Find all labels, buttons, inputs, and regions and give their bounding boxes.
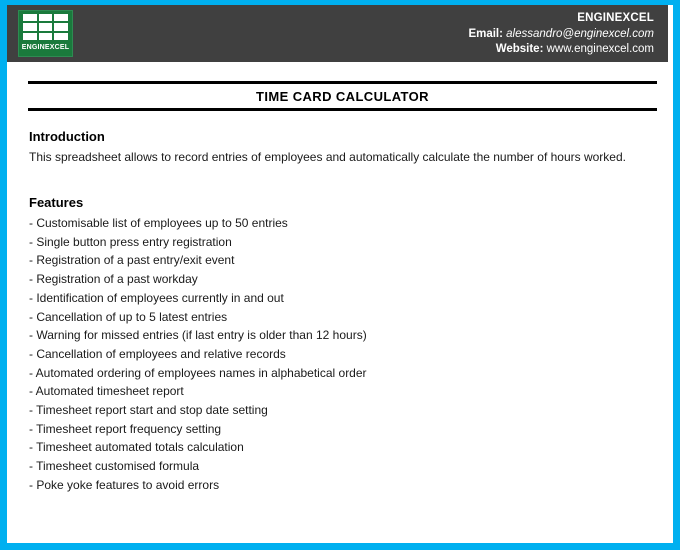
list-item: - Timesheet report frequency setting [29, 421, 222, 436]
website-url[interactable]: www.enginexcel.com [546, 43, 654, 55]
document-header [7, 5, 668, 62]
list-item: - Warning for missed entries (if last entry is older than 12 hours) [29, 328, 367, 343]
introduction-heading: Introduction [29, 129, 105, 144]
list-item: - Cancellation of employees and relative records [29, 346, 286, 361]
list-item: - Single button press entry registration [29, 234, 232, 249]
website-label: Website: [495, 43, 544, 55]
grid-cell [23, 33, 37, 40]
enginexcel-logo [18, 10, 73, 57]
grid-cell [54, 23, 68, 30]
grid-cell [54, 14, 68, 21]
title-rule-bottom [28, 108, 657, 111]
list-item: - Poke yoke features to avoid errors [29, 477, 220, 492]
features-heading: Features [29, 195, 84, 210]
list-item: - Cancellation of up to 5 latest entries [29, 309, 228, 324]
email-line [468, 27, 654, 43]
website-line [468, 42, 654, 58]
list-item: - Timesheet automated totals calculation [29, 440, 244, 455]
list-item: - Customisable list of employees up to 50 entries [29, 216, 288, 230]
list-item: - Automated ordering of employees names in alphabetical order [29, 365, 367, 380]
header-contact-block [468, 11, 654, 58]
grid-cell [39, 23, 53, 30]
spreadsheet-grid-icon [23, 14, 68, 40]
grid-cell [23, 14, 37, 21]
grid-cell [54, 33, 68, 40]
features-list [29, 214, 659, 495]
grid-cell [39, 33, 53, 40]
list-item: - Automated timesheet report [29, 384, 184, 399]
document-sheet [7, 5, 673, 543]
grid-cell [23, 23, 37, 30]
page-title: TIME CARD CALCULATOR [256, 89, 429, 104]
logo-caption: ENGINEXCEL [21, 44, 70, 51]
grid-cell [39, 14, 53, 21]
brand-name: ENGINEXCEL [577, 12, 654, 24]
title-block [28, 81, 657, 111]
introduction-text: This spreadsheet allows to record entries of employees and automatically calculate the number of hours worked. [29, 150, 626, 164]
list-item: - Timesheet customised formula [29, 459, 200, 474]
email-address[interactable]: alessandro@enginexcel.com [506, 27, 654, 40]
email-label: Email: [468, 27, 503, 40]
list-item: - Timesheet report start and stop date setting [29, 403, 268, 418]
list-item: - Registration of a past entry/exit event [29, 253, 235, 268]
document-body [29, 128, 659, 495]
list-item: - Identification of employees currently in and out [29, 290, 284, 305]
list-item: - Registration of a past workday [29, 272, 198, 287]
